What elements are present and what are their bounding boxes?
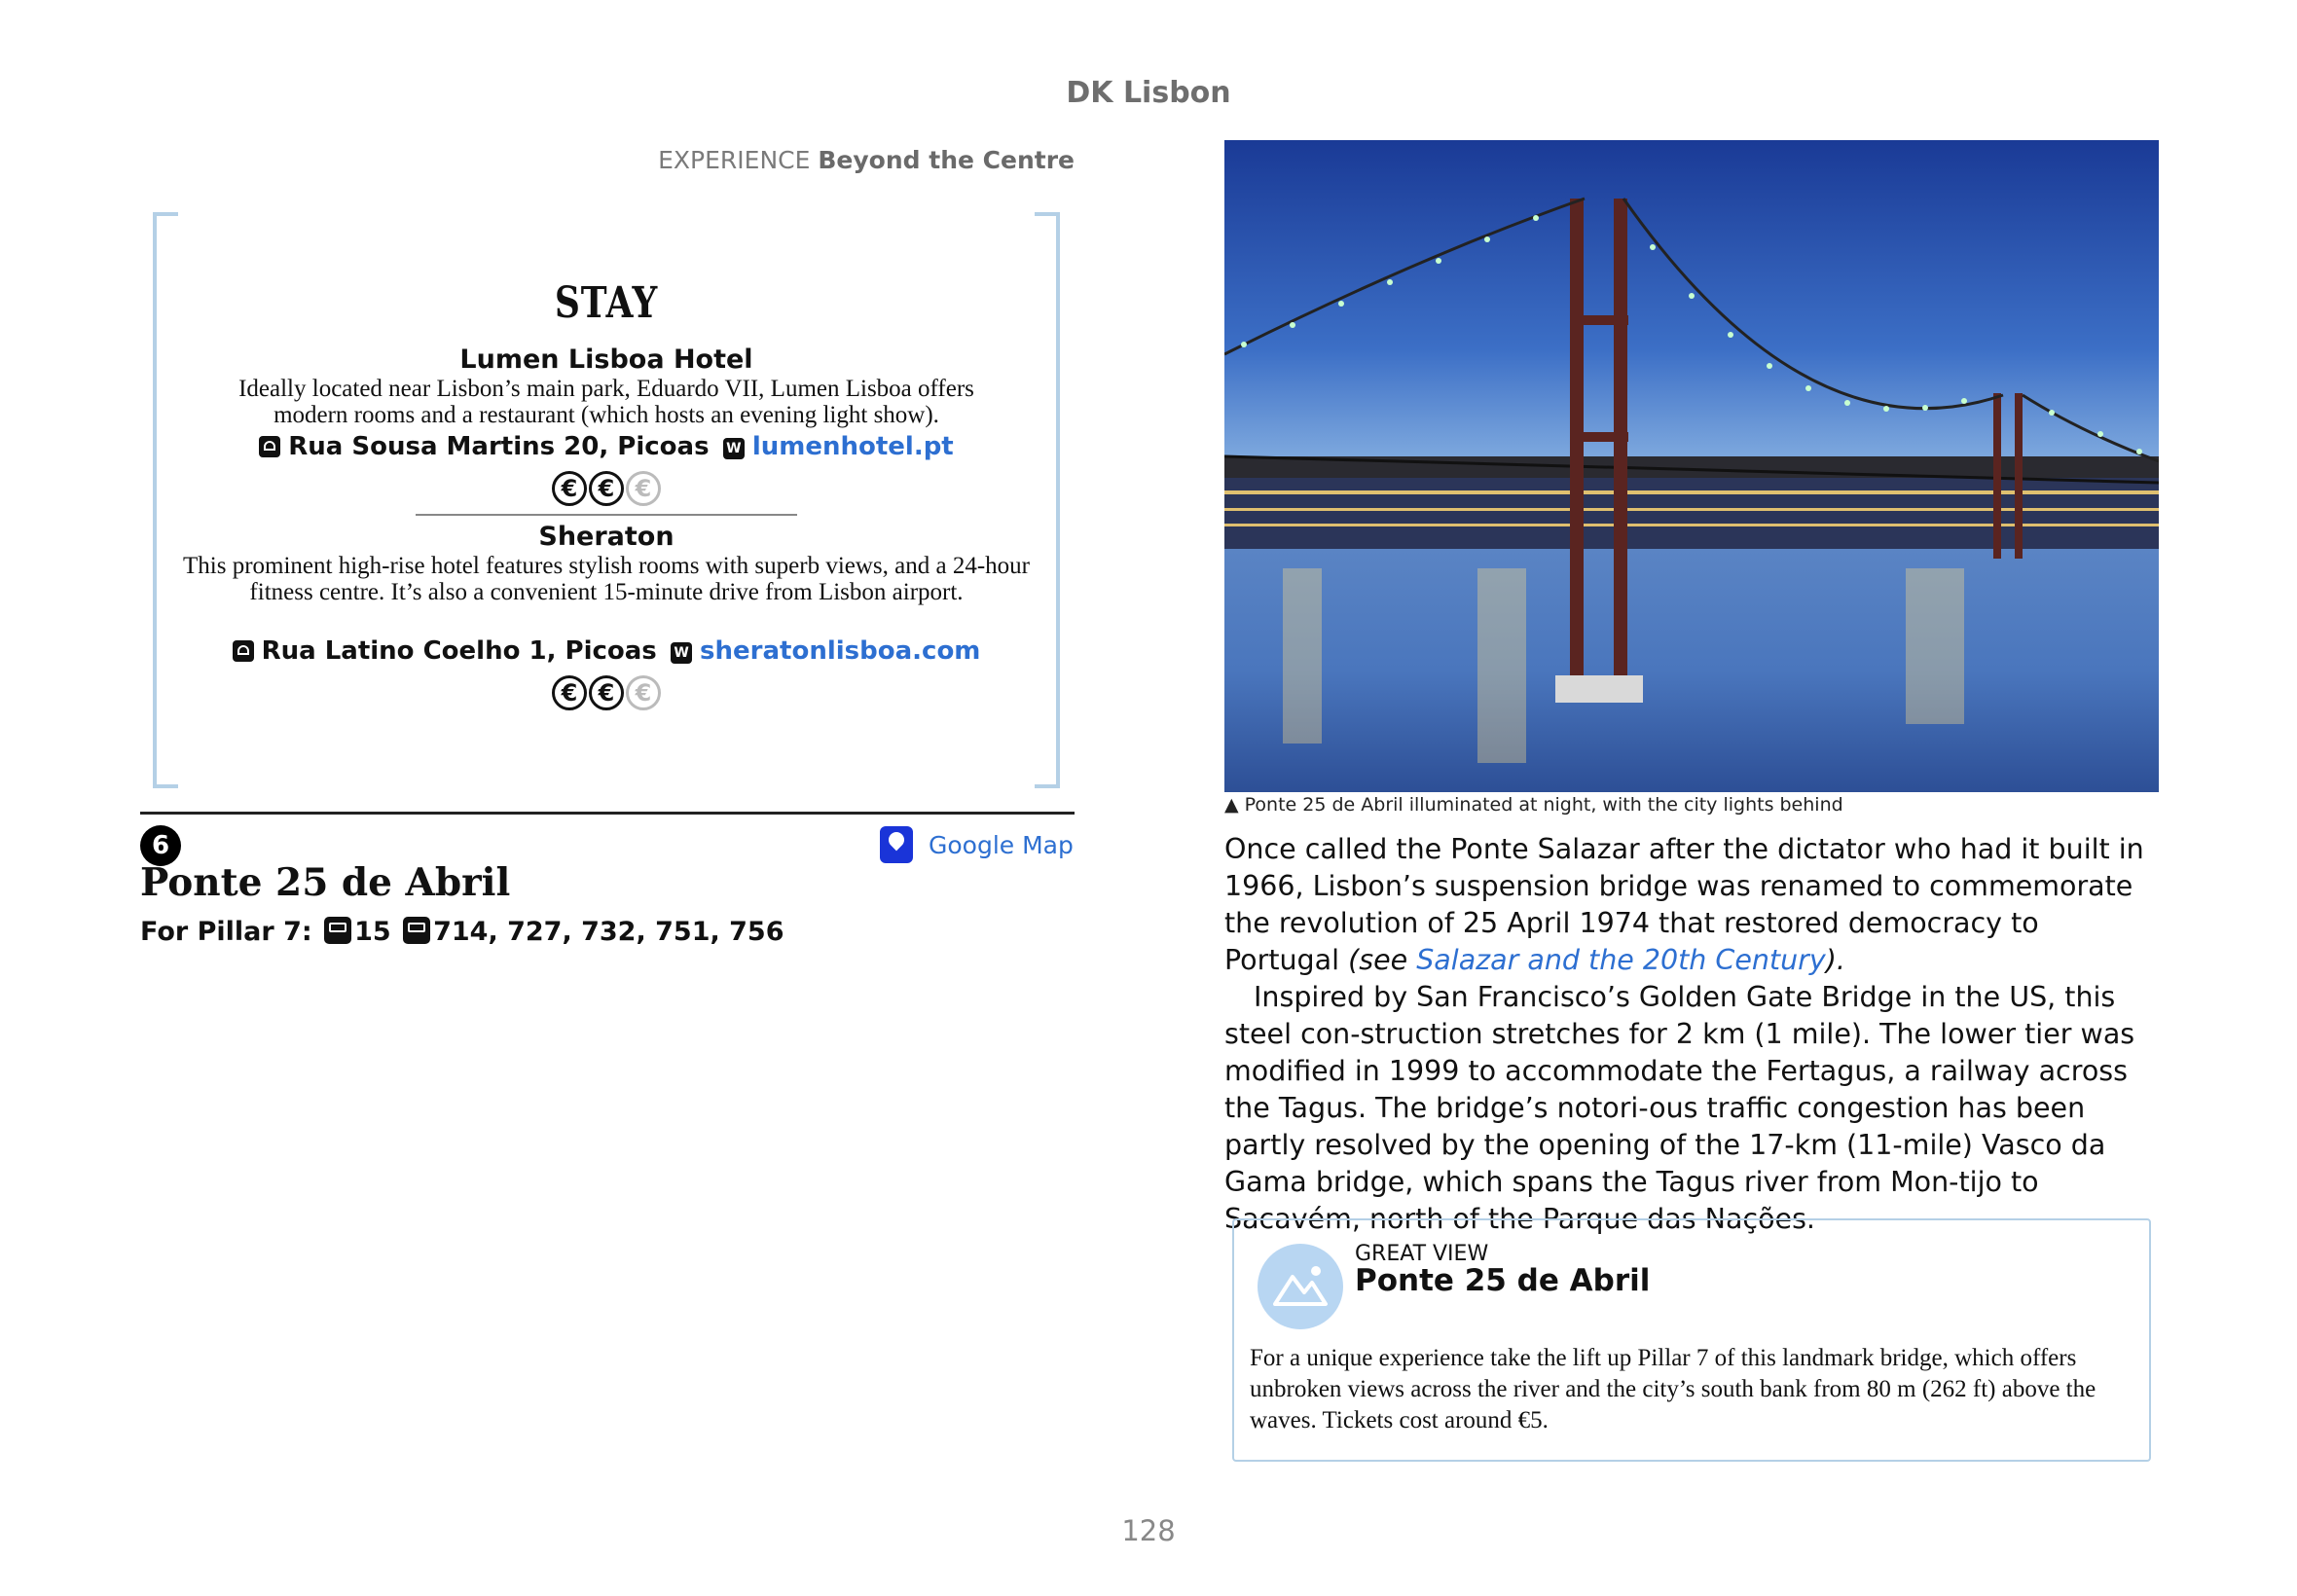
bus-icon — [403, 917, 430, 944]
tram-icon — [324, 917, 351, 944]
hotel-website-link-lumen[interactable]: lumenhotel.pt — [751, 432, 954, 461]
body-text — [1224, 831, 2159, 1238]
great-view-title: Ponte 25 de Abril — [1355, 1263, 1651, 1298]
hotel-info-lumen — [153, 432, 1060, 461]
hotel-info-sheraton — [153, 636, 1060, 666]
bridge-illustration — [1224, 140, 2159, 792]
breadcrumb-chapter: Beyond the Centre — [818, 146, 1075, 174]
price-rating-sheraton — [153, 675, 1060, 710]
hotel-name-lumen: Lumen Lisboa Hotel — [459, 345, 753, 375]
tram-number: 15 — [354, 917, 391, 947]
stay-box — [153, 212, 1060, 788]
price-rating-lumen — [153, 471, 1060, 506]
body-paragraph-1 — [1224, 831, 2159, 979]
breadcrumb — [545, 146, 1075, 174]
hotel-description-sheraton: This prominent high-rise hotel features stylish rooms with superb views, and a 24-hour fitness centre. It’s also a convenient 15-minute drive from Lisbon airport. — [183, 553, 1030, 605]
mountain-view-glyph — [1258, 1244, 1343, 1329]
cross-reference-link[interactable]: Salazar and the 20th Century — [1416, 944, 1826, 976]
website-icon: W — [671, 642, 692, 664]
section-rule — [140, 812, 1075, 815]
see-reference: (see — [1348, 944, 1417, 976]
hotel-description-lumen: Ideally located near Lisbon’s main park, Eduardo VII, Lumen Lisboa offers modern rooms and a restaurant (which hosts an evening light show). — [238, 376, 974, 428]
price-euro-icon: € — [589, 471, 624, 506]
bridge-photo — [1224, 140, 2159, 792]
book-title: DK Lisbon — [1066, 76, 1231, 110]
address-icon — [259, 436, 280, 457]
paragraph-1-text: Once called the Ponte Salazar after the dictator who had it built in 1966, Lisbon’s suspension bridge was renamed to commemorate the revolution of 25 April 1974 that restored democracy to Portugal — [1224, 833, 2144, 976]
price-euro-icon-inactive: € — [626, 675, 661, 710]
bus-numbers: 714, 727, 732, 751, 756 — [433, 917, 784, 947]
hotel-address-sheraton: Rua Latino Coelho 1, Picoas — [261, 636, 657, 666]
website-icon: W — [723, 438, 745, 459]
price-euro-icon: € — [552, 675, 587, 710]
price-euro-icon: € — [589, 675, 624, 710]
transport-label: For Pillar 7: — [140, 917, 312, 947]
google-map-link[interactable] — [880, 825, 1074, 864]
body-paragraph-2: Inspired by San Francisco’s Golden Gate Bridge in the US, this steel con-struction stretches for 2 km (1 mile). The lower tier was modified in 1999 to accommodate the Fertagus, a railway across the Tagus. The bridge’s notori-ous traffic congestion has been partly resolved by the opening of the 17-km (11-mile) Vasco da Gama bridge, which spans the Tagus river from Mon-tijo to Sacavém, north of the Parque das Nações. — [1224, 981, 2135, 1235]
see-reference-end: ). — [1825, 944, 1845, 976]
price-euro-icon-inactive: € — [626, 471, 661, 506]
great-view-text: For a unique experience take the lift up Pillar 7 of this landmark bridge, which offers unbroken views across the river and the city’s south bank from 80 m (262 ft) above the waves. Tickets cost around €5. — [1250, 1345, 2096, 1433]
sight-number-badge: 6 — [140, 825, 181, 866]
hotel-address-lumen: Rua Sousa Martins 20, Picoas — [288, 432, 710, 461]
address-icon — [233, 640, 254, 662]
stay-heading: STAY — [554, 278, 659, 328]
page-number: 128 — [1121, 1514, 1176, 1547]
hotel-name-sheraton: Sheraton — [538, 522, 675, 552]
hotel-divider — [416, 514, 797, 516]
transport-info — [140, 917, 784, 947]
google-map-label: Google Map — [929, 830, 1074, 859]
map-pin-icon — [880, 826, 913, 863]
mountain-view-icon — [1258, 1244, 1343, 1329]
photo-caption: ▲ Ponte 25 de Abril illuminated at night, with the city lights behind — [1224, 794, 1843, 816]
sight-title: Ponte 25 de Abril — [140, 860, 511, 905]
price-euro-icon: € — [552, 471, 587, 506]
hotel-website-link-sheraton[interactable]: sheratonlisboa.com — [700, 636, 981, 666]
great-view-kicker: GREAT VIEW — [1355, 1242, 1489, 1266]
great-view-box — [1232, 1218, 2151, 1462]
breadcrumb-section: EXPERIENCE — [658, 146, 811, 174]
